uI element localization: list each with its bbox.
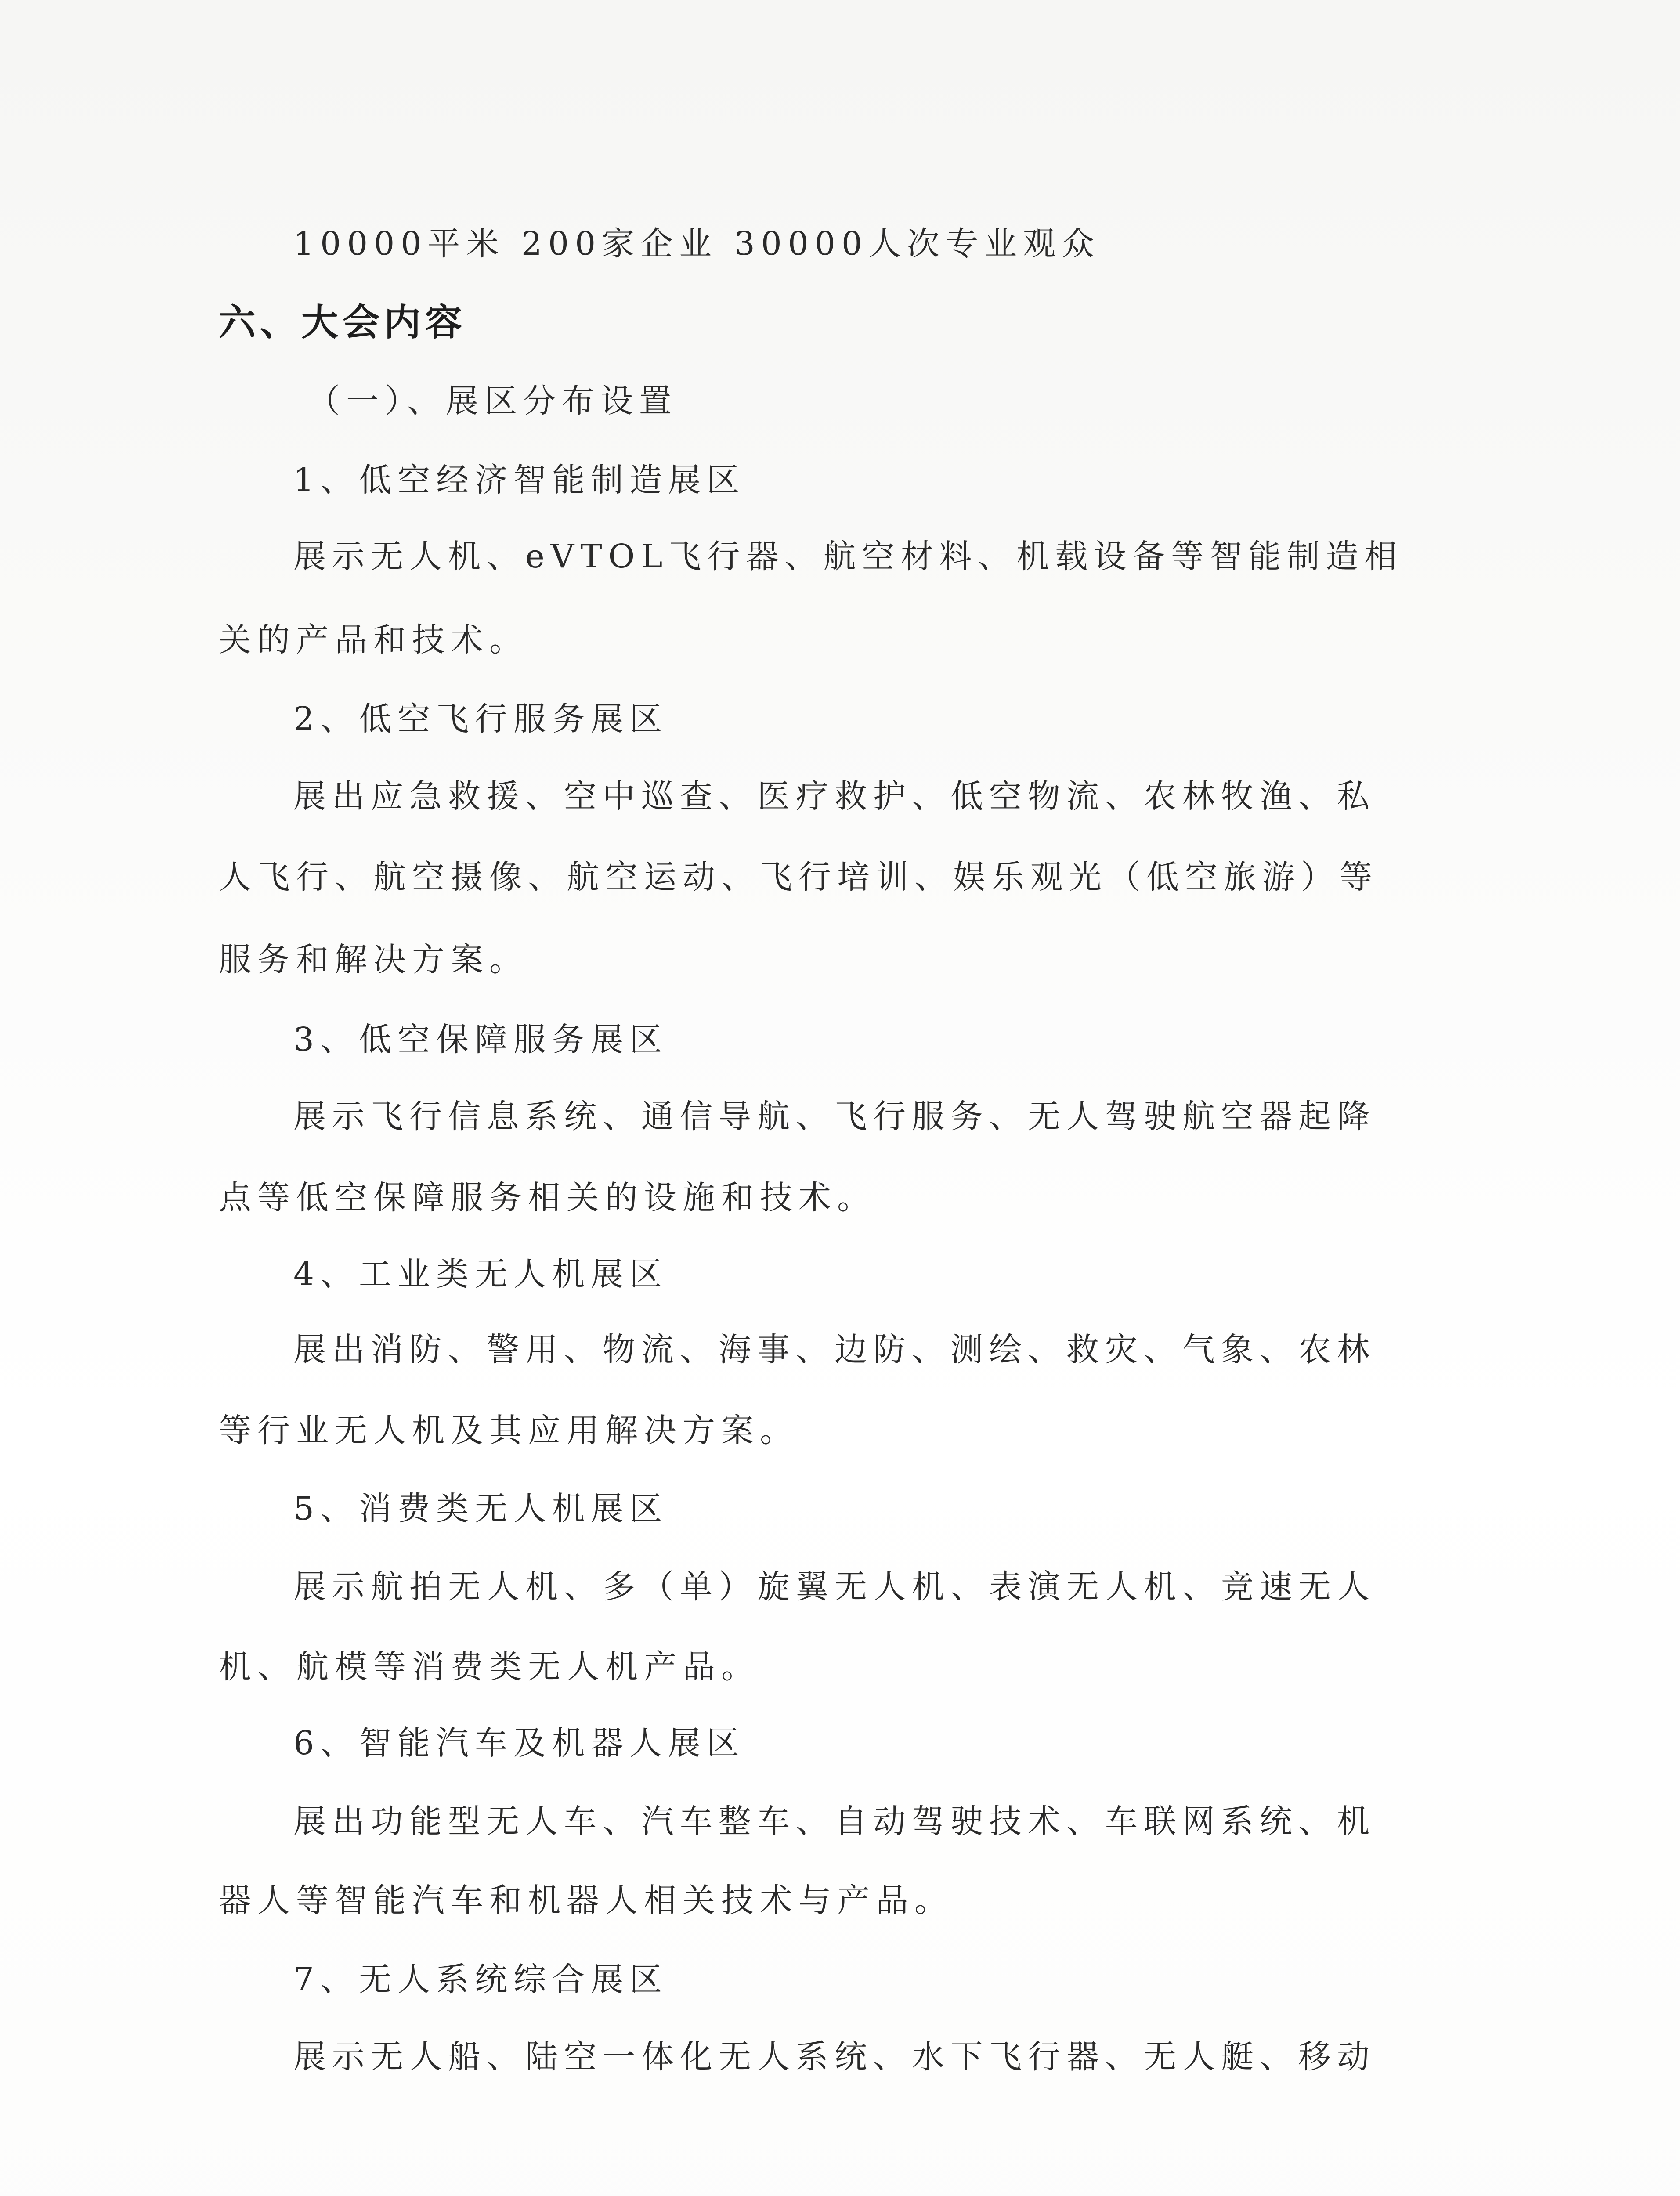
- zone-description-line: 点等低空保障服务相关的设施和技术。: [219, 1179, 876, 1217]
- zone-description-line: 展出功能型无人车、汽车整车、自动驾驶技术、车联网系统、机: [293, 1802, 1376, 1840]
- zone-description-line: 展示无人船、陆空一体化无人系统、水下飞行器、无人艇、移动: [293, 2038, 1376, 2076]
- zone-title: 3、低空保障服务展区: [293, 1021, 668, 1058]
- zone-title: 4、工业类无人机展区: [293, 1255, 668, 1293]
- zone-title: 6、智能汽车及机器人展区: [293, 1724, 746, 1762]
- intro-line: 10000平米 200家企业 30000人次专业观众: [293, 225, 1101, 263]
- zone-description-line: 关的产品和技术。: [219, 621, 528, 659]
- zone-description-line: 器人等智能汽车和机器人相关技术与产品。: [219, 1882, 953, 1919]
- zone-title: 5、消费类无人机展区: [293, 1490, 668, 1528]
- zone-title: 1、低空经济智能制造展区: [293, 461, 746, 499]
- subsection-heading: （一）、展区分布设置: [307, 382, 678, 420]
- zone-description-line: 展示航拍无人机、多（单）旋翼无人机、表演无人机、竞速无人: [293, 1568, 1376, 1606]
- zone-description-line: 展出应急救援、空中巡查、医疗救护、低空物流、农林牧渔、私: [293, 777, 1376, 815]
- zone-description-line: 展示飞行信息系统、通信导航、飞行服务、无人驾驶航空器起降: [293, 1098, 1376, 1135]
- zone-description-line: 机、航模等消费类无人机产品。: [219, 1648, 760, 1686]
- zone-title: 2、低空飞行服务展区: [293, 700, 668, 738]
- zone-description-line: 服务和解决方案。: [219, 941, 528, 979]
- zone-description-line: 人飞行、航空摄像、航空运动、飞行培训、娱乐观光（低空旅游）等: [219, 858, 1378, 896]
- zone-description-line: 展示无人机、eVTOL飞行器、航空材料、机载设备等智能制造相: [293, 538, 1403, 575]
- zone-title: 7、无人系统综合展区: [293, 1961, 668, 1998]
- zone-description-line: 展出消防、警用、物流、海事、边防、测绘、救灾、气象、农林: [293, 1331, 1376, 1369]
- zone-description-line: 等行业无人机及其应用解决方案。: [219, 1412, 798, 1449]
- section-heading: 六、大会内容: [219, 301, 467, 344]
